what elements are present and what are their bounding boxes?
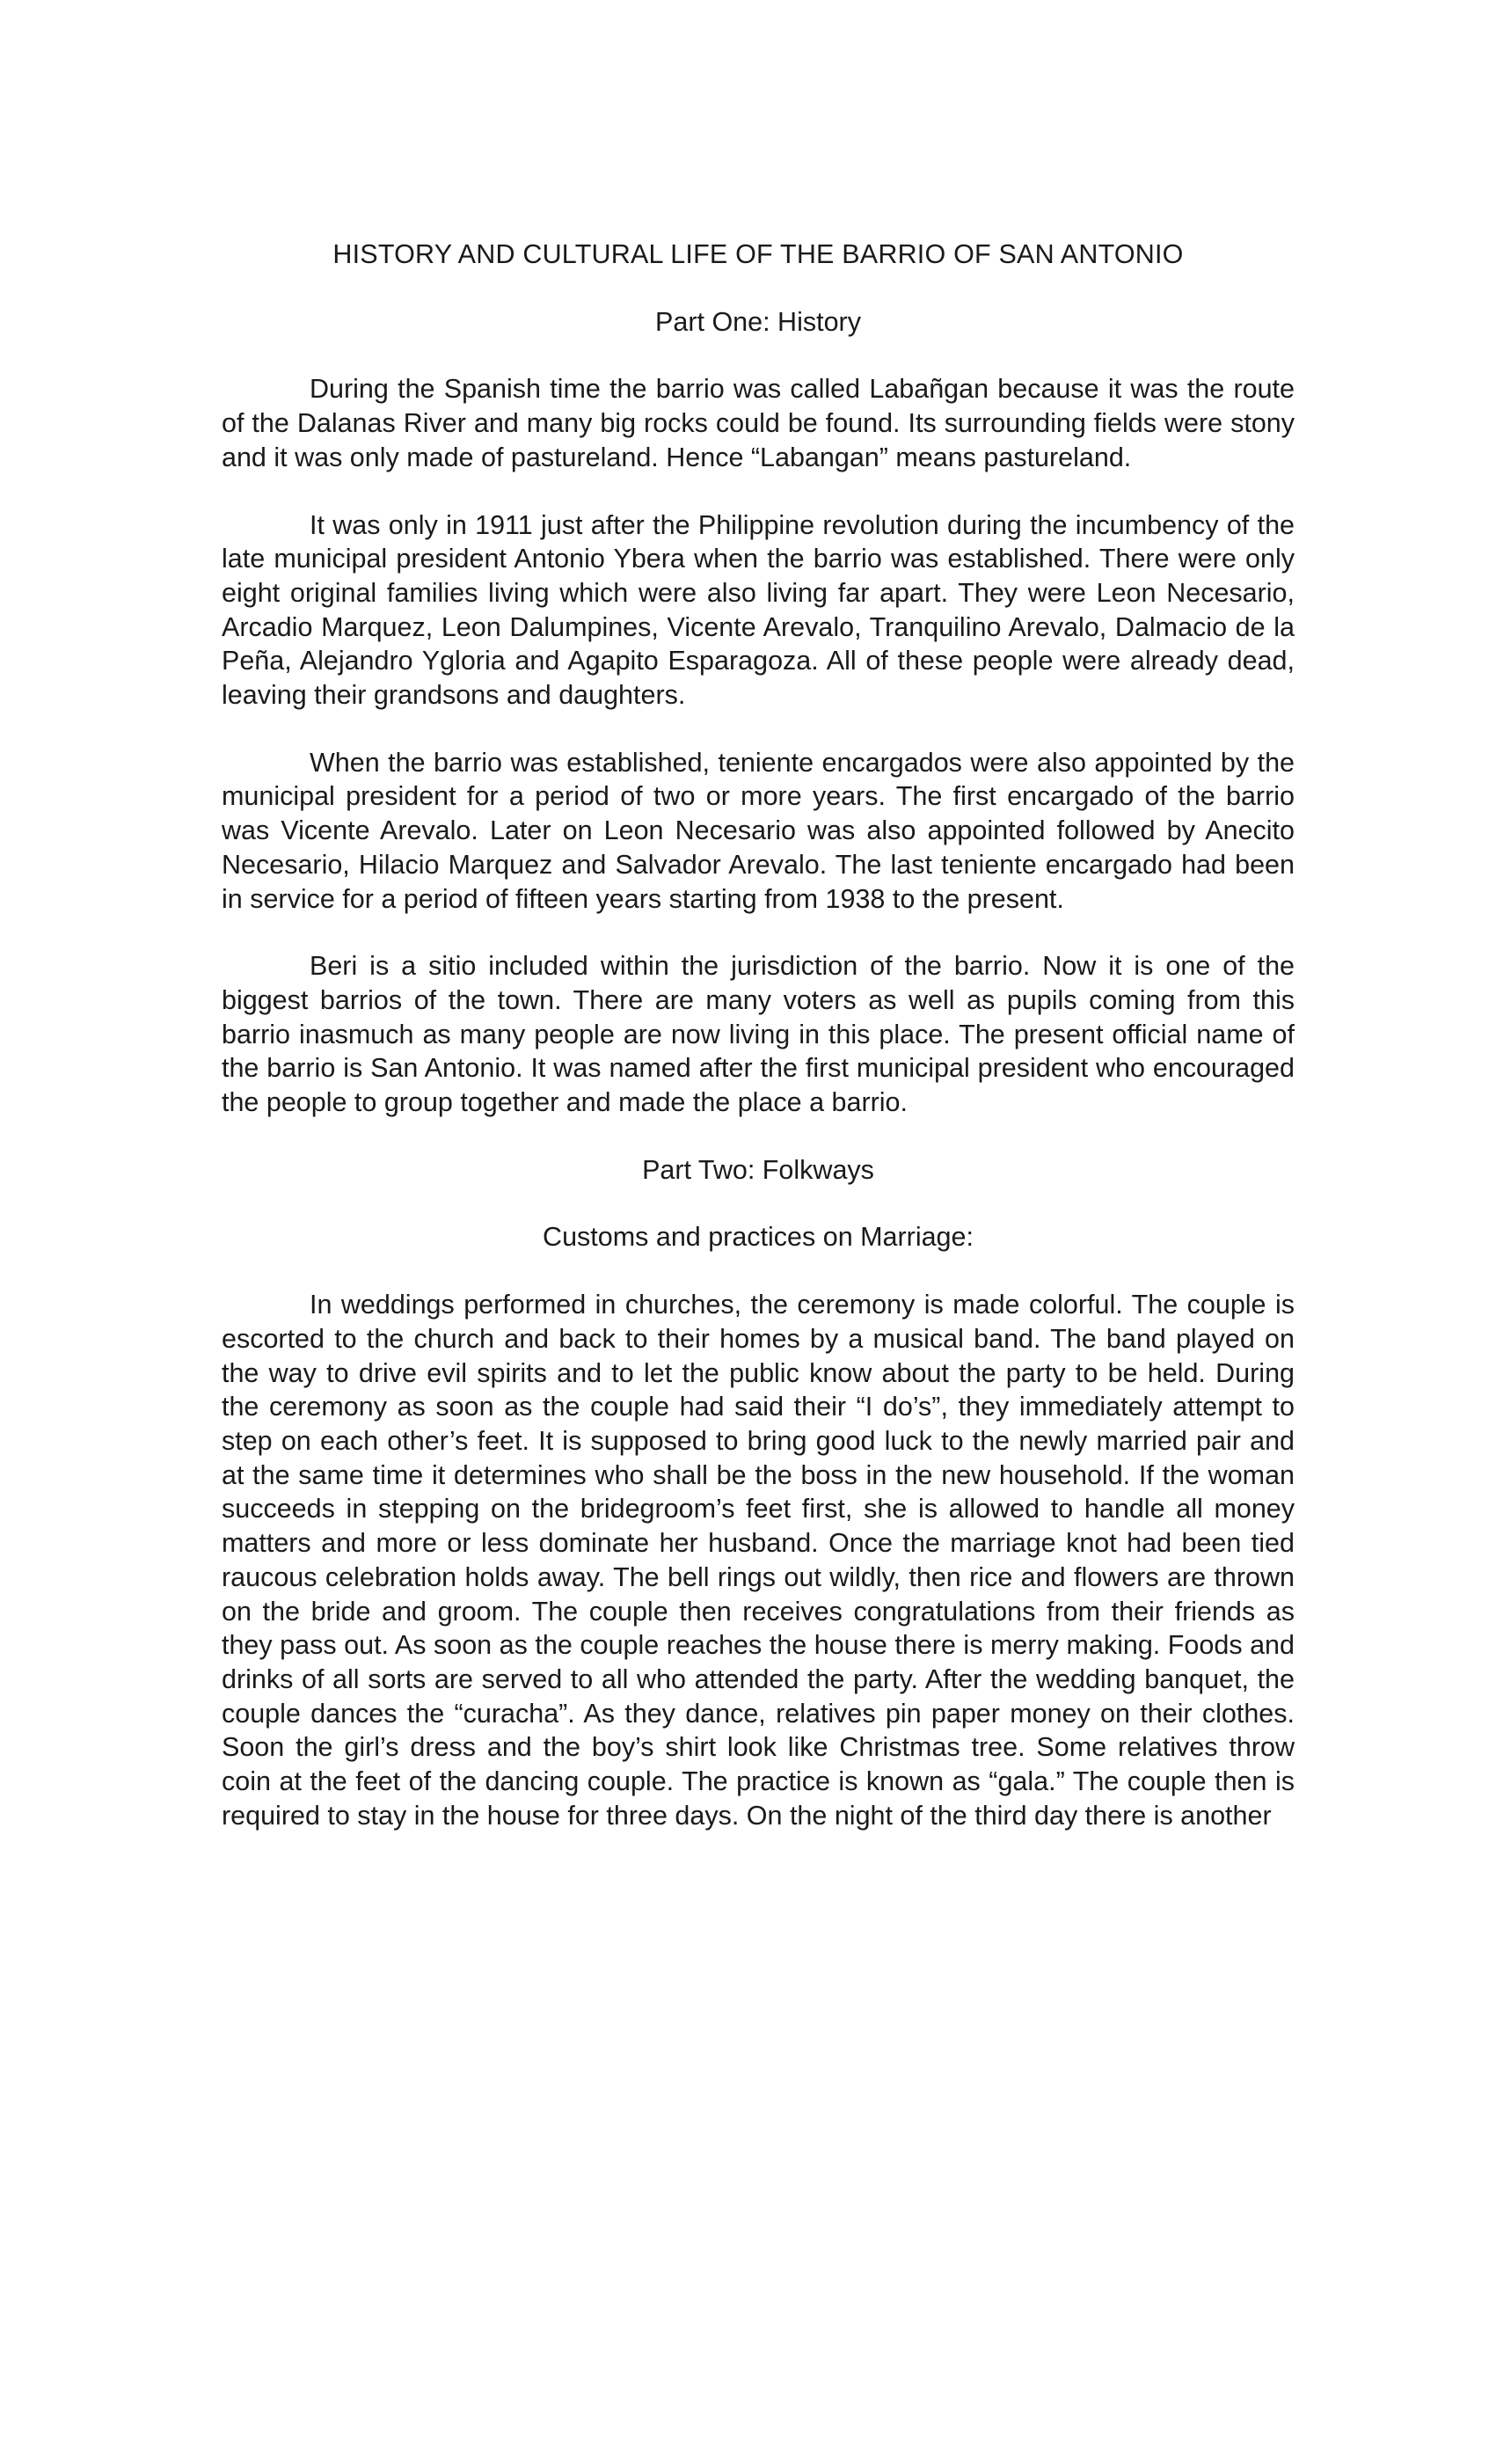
history-paragraph: During the Spanish time the barrio was called Labañgan because it was the route of the Dalanas River and many big rocks could be found. Its surrounding fields were stony and it was only made of pastureland. Hence “Labangan” means pastureland. [222,374,1295,472]
part-two-heading: Part Two: Folkways [642,1154,874,1185]
history-paragraph: It was only in 1911 just after the Philippine revolution during the incumbency of the late municipal president Antonio Ybera when the barrio was established. There were only eight original families living which were also living far apart. They were Leon Necesario, Arcadio Marquez, Leon Dalumpines, Vicente Arevalo, Tranquilino Arevalo, Dalmacio de la Peña, Alejandro Ygloria and Agapito Esparagoza. All of these people were already dead, leaving their grandsons and daughters. [222,509,1295,711]
marriage-heading: Customs and practices on Marriage: [543,1222,974,1253]
marriage-paragraph: In weddings performed in churches, the ceremony is made colorful. The couple is escorted to the church and back to their homes by a musical band. The band played on the way to drive evil spirits and to let the public know about the party to be held. During the ceremony as soon as the couple had said their “I do’s”, they immediately attempt to step on each other’s feet. It is supposed to bring good luck to the newly married pair and at the same time it determines who shall be the boss in the new household. If the woman succeeds in stepping on the bridegroom’s feet first, she is allowed to handle all money matters and more or less dominate her husband. Once the marriage knot had been tied raucous celebration holds away. The bell rings out wildly, then rice and flowers are thrown on the bride and groom. The couple then receives congratulations from their friends as they pass out. As soon as the couple reaches the house there is merry making. Foods and drinks of all sorts are served to all who attended the party. After the wedding banquet, the couple dances the “curacha”. As they dance, relatives pin paper money on their clothes. Soon the girl’s dress and the boy’s shirt look like Christmas tree. Some relatives throw coin at the feet of the dancing couple. The practice is known as “gala.” The couple then is required to stay in the house for three days. On the night of the third day there is another [222,1290,1295,1831]
document-body [222,238,1295,1832]
document-title: HISTORY AND CULTURAL LIFE OF THE BARRIO OF SAN ANTONIO [332,239,1184,269]
history-paragraph: When the barrio was established, teniente encargados were also appointed by the municipal president for a period of two or more years. The first encargado of the barrio was Vicente Arevalo. Later on Leon Necesario was also appointed followed by Anecito Necesario, Hilacio Marquez and Salvador Arevalo. The last teniente encargado had been in service for a period of fifteen years starting from 1938 to the present. [222,747,1295,914]
part-one-heading: Part One: History [655,306,861,337]
history-paragraph: Beri is a sitio included within the jurisdiction of the barrio. Now it is one of the biggest barrios of the town. There are many voters as well as pupils coming from this barrio inasmuch as many people are now living in this place. The present official name of the barrio is San Antonio. It was named after the first municipal president who encouraged the people to group together and made the place a barrio. [222,951,1295,1118]
